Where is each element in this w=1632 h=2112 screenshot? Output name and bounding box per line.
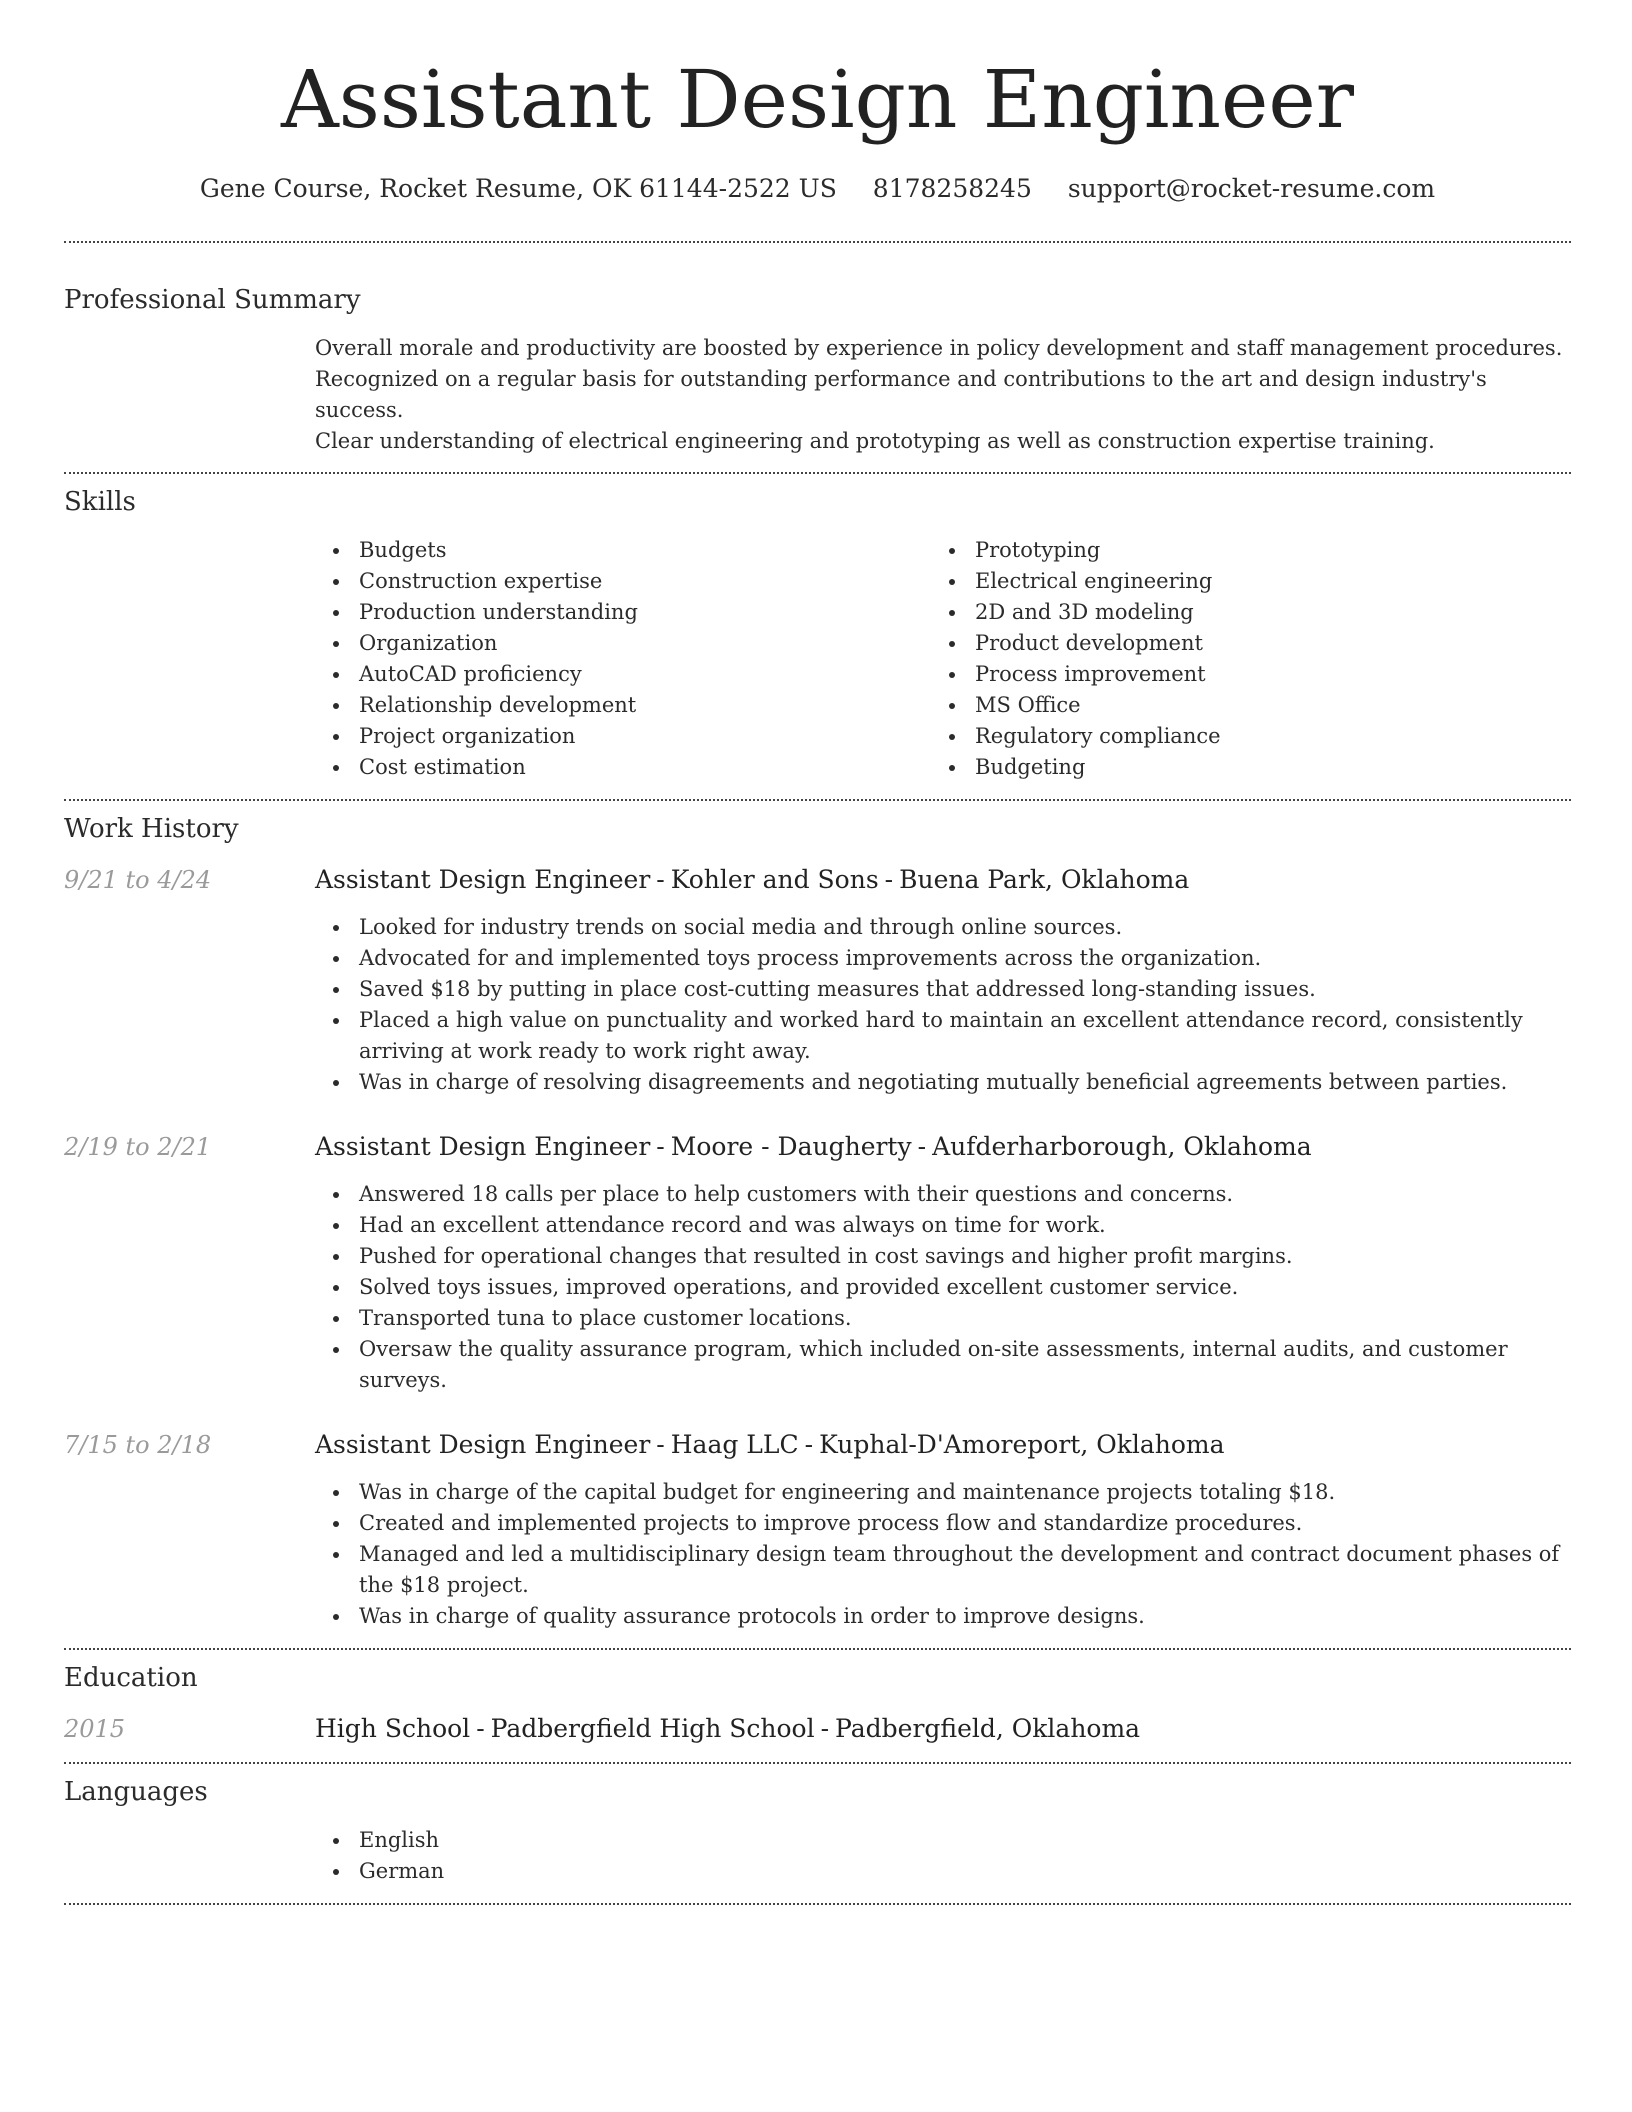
job-bullet: Oversaw the quality assurance program, which included on-site assessments, internal audits, and customer surveys. [359,1334,1571,1396]
work-history-heading: Work History [64,814,239,844]
job-entry [64,1130,1571,1396]
summary-heading: Professional Summary [64,285,361,315]
job-heading: Assistant Design Engineer - Haag LLC - Kuphal-D'Amoreport, Oklahoma [315,1430,1225,1459]
job-bullet: Pushed for operational changes that resulted in cost savings and higher profit margins. [359,1241,1571,1272]
job-bullet: Answered 18 calls per place to help customers with their questions and concerns. [359,1179,1571,1210]
job-bullets [315,1477,1571,1632]
job-title: Assistant Design Engineer [315,1430,651,1459]
skill-item: AutoCAD proficiency [359,659,931,690]
job-bullet: Managed and led a multidisciplinary design team throughout the development and contract document phases of the $18 project. [359,1539,1571,1601]
job-bullet: Looked for industry trends on social media and through online sources. [359,912,1571,943]
job-dates: 2/19 to 2/21 [64,1133,212,1161]
work-history-section [64,812,1571,1632]
skill-item: Project organization [359,721,931,752]
skill-item: Regulatory compliance [975,721,1547,752]
job-dates: 7/15 to 2/18 [64,1431,212,1459]
contact-line [64,172,1571,206]
job-company: Kohler and Sons [670,865,879,894]
job-title: Assistant Design Engineer [315,1132,651,1161]
skill-item: MS Office [975,690,1547,721]
job-company: Moore - Daugherty [670,1132,912,1161]
languages-section [64,1775,1571,1887]
education-year: 2015 [64,1715,126,1743]
summary-line: Clear understanding of electrical engineering and prototyping as well as construction expertise training. [315,429,1435,453]
resume-header [64,0,1571,206]
job-bullet: Transported tuna to place customer locations. [359,1303,1571,1334]
job-heading: Assistant Design Engineer - Moore - Daugherty - Aufderharborough, Oklahoma [315,1132,1312,1161]
job-entry [64,1428,1571,1632]
job-bullet: Saved $18 by putting in place cost-cutting measures that addressed long-standing issues. [359,974,1571,1005]
skill-item: 2D and 3D modeling [975,597,1547,628]
language-item: English [359,1825,1571,1856]
resume-title: Assistant Design Engineer [281,53,1354,146]
languages-list [315,1825,1571,1887]
skill-item: Electrical engineering [975,566,1547,597]
job-dates: 9/21 to 4/24 [64,866,212,894]
skill-item: Construction expertise [359,566,931,597]
job-bullet: Created and implemented projects to improve process flow and standardize procedures. [359,1508,1571,1539]
job-bullets [315,1179,1571,1396]
section-divider [64,1903,1571,1905]
summary-line: Overall morale and productivity are boosted by experience in policy development and staff management procedures. [315,336,1563,360]
job-location: Buena Park, Oklahoma [899,865,1190,894]
job-entry [64,863,1571,1098]
summary-section [64,283,1571,457]
education-degree: High School [315,1714,471,1743]
skills-list-right [931,535,1547,783]
education-heading-line: High School - Padbergfield High School - Padbergfield, Oklahoma [315,1714,1141,1743]
skills-heading: Skills [64,487,136,517]
summary-line: Recognized on a regular basis for outstanding performance and contributions to the art and design industry's success. [315,367,1487,422]
language-item: German [359,1856,1571,1887]
skills-list-left [315,535,931,783]
education-section [64,1661,1571,1746]
skill-item: Budgets [359,535,931,566]
job-company: Haag LLC [670,1430,799,1459]
skill-item: Relationship development [359,690,931,721]
skill-item: Cost estimation [359,752,931,783]
job-bullet: Solved toys issues, improved operations, and provided excellent customer service. [359,1272,1571,1303]
section-divider [64,1648,1571,1650]
languages-heading: Languages [64,1777,208,1807]
section-divider [64,472,1571,474]
job-title: Assistant Design Engineer [315,865,651,894]
skill-item: Process improvement [975,659,1547,690]
job-location: Kuphal-D'Amoreport, Oklahoma [819,1430,1225,1459]
section-divider [64,1762,1571,1764]
education-school: Padbergfield High School [490,1714,815,1743]
section-divider [64,241,1571,243]
job-location: Aufderharborough, Oklahoma [932,1132,1312,1161]
education-heading: Education [64,1663,198,1693]
skill-item: Production understanding [359,597,931,628]
resume-page [64,0,1571,1905]
skill-item: Prototyping [975,535,1547,566]
job-bullets [315,912,1571,1098]
job-bullet: Placed a high value on punctuality and worked hard to maintain an excellent attendance record, consistently arriving at work ready to work right away. [359,1005,1571,1067]
skill-item: Product development [975,628,1547,659]
skill-item: Budgeting [975,752,1547,783]
job-bullet: Was in charge of resolving disagreements and negotiating mutually beneficial agreements between parties. [359,1067,1571,1098]
job-bullet: Was in charge of the capital budget for engineering and maintenance projects totaling $18. [359,1477,1571,1508]
skill-item: Organization [359,628,931,659]
education-location: Padbergfield, Oklahoma [835,1714,1141,1743]
section-divider [64,799,1571,801]
job-bullet: Was in charge of quality assurance protocols in order to improve designs. [359,1601,1571,1632]
job-bullet: Advocated for and implemented toys process improvements across the organization. [359,943,1571,974]
contact-phone: 8178258245 [872,174,1032,203]
contact-address: Gene Course, Rocket Resume, OK 61144-2522 US [199,174,837,203]
contact-email: support@rocket-resume.com [1067,174,1436,203]
job-bullet: Had an excellent attendance record and was always on time for work. [359,1210,1571,1241]
job-heading: Assistant Design Engineer - Kohler and Sons - Buena Park, Oklahoma [315,865,1190,894]
skills-section [64,485,1571,783]
